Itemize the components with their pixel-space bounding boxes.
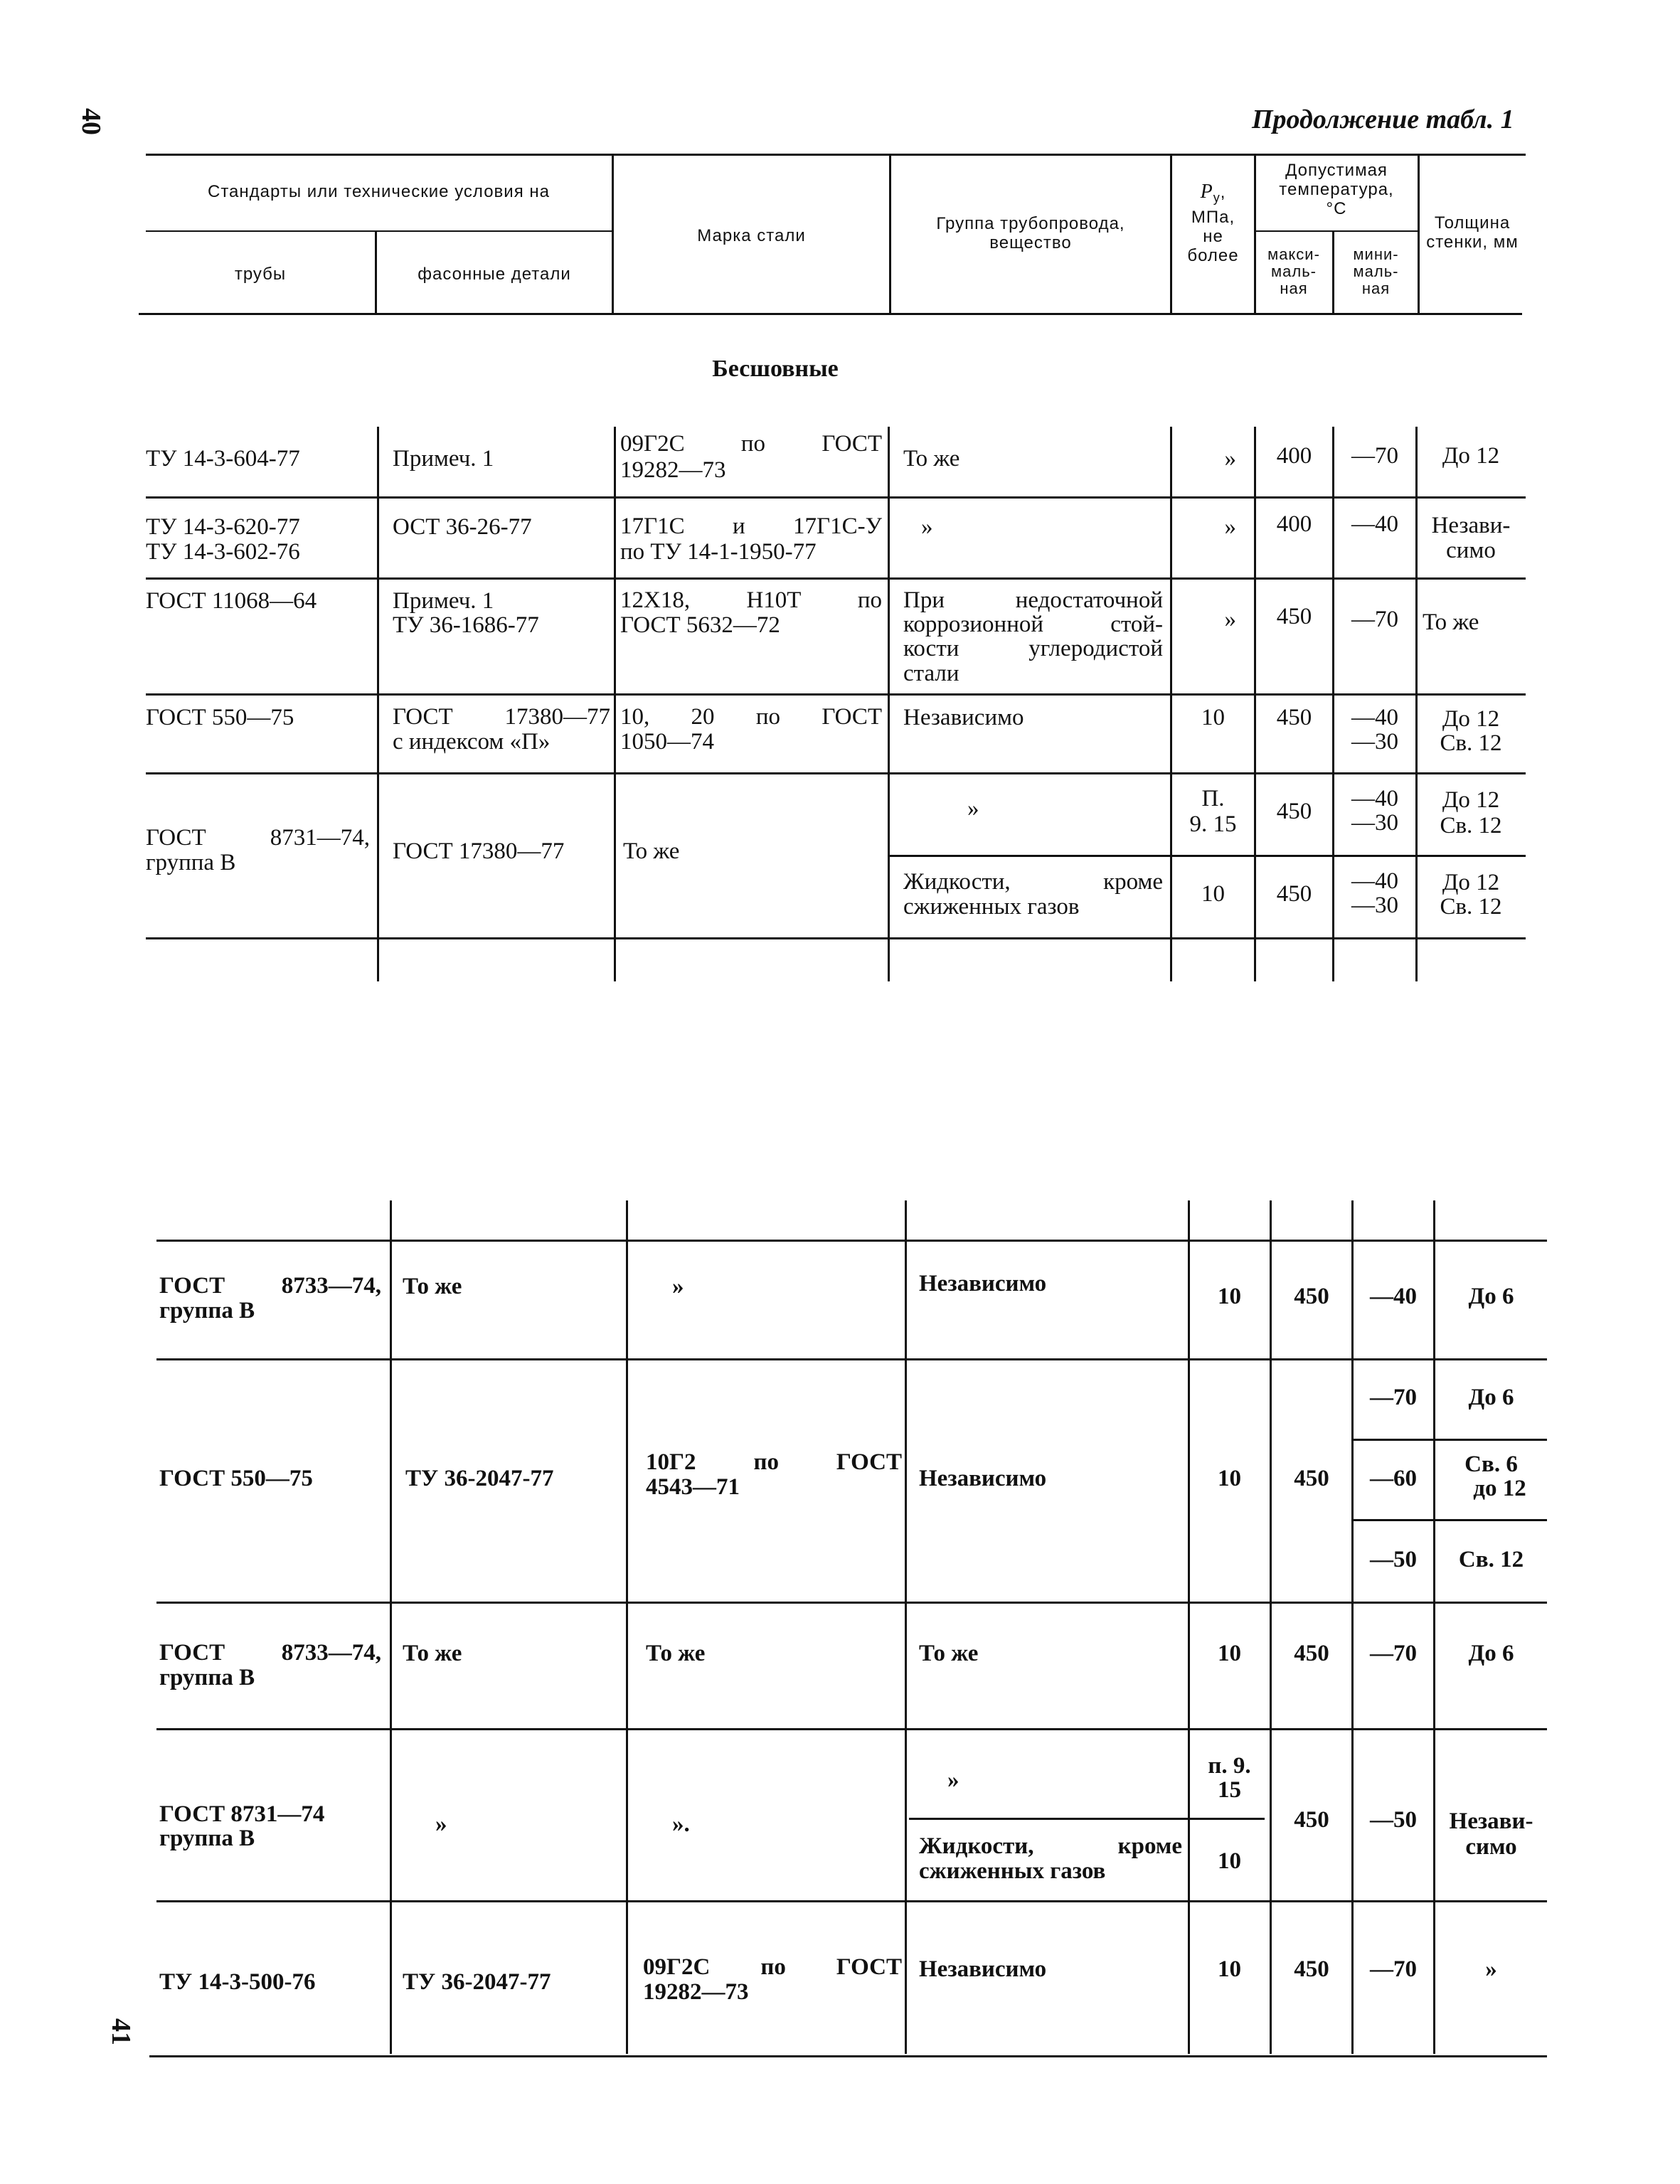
row-separator [1351,1519,1547,1521]
t2-r5-steel-line: 19282—73 [643,1979,749,2005]
t2-r1-group: Независимо [919,1271,1047,1296]
t1-r3-group-line: кости углеродистой [903,636,1163,661]
t1-r4-fittings-line: с индексом «П» [393,729,551,755]
t2-r4-wall-line: симо [1465,1834,1517,1860]
t1-r3-steel-line: 12Х18, Н10Т по [620,587,882,613]
t1-r5b-tmin-line: —30 [1351,893,1398,918]
header-fittings: фасонные детали [418,265,571,284]
row-separator [146,937,1526,939]
t1-r5b-wall-line: До 12 [1442,870,1500,895]
t1-r4-py: 10 [1201,705,1225,730]
t1-r2-group: » [921,514,933,540]
t2-r1-fittings: То же [403,1274,462,1299]
t2-r4-wall-line: Незави- [1449,1809,1533,1834]
t1-r5-pipes-line: ГОСТ 8731—74, [146,825,370,851]
t1-r5-steel: То же [623,838,680,864]
t1-r5a-tmin-line: —30 [1351,810,1398,836]
t1-r2-steel-line: по ТУ 14-1-1950-77 [620,539,817,565]
t2-r2-tmin-b: —60 [1370,1466,1417,1491]
t1-r5a-py-line: П. [1201,786,1225,811]
column-divider [1433,1200,1435,2054]
t2-r4-tmax: 450 [1294,1807,1329,1833]
t2-r2-steel-line: 10Г2 по ГОСТ [646,1449,902,1475]
t1-r3-group-line: При недостаточной [903,587,1163,613]
t1-r5a-py-line: 9. 15 [1189,811,1237,837]
header-temp-line: температура, [1279,180,1394,199]
t2-r2-fittings: ТУ 36-2047-77 [405,1466,554,1491]
header-temp-line: Допустимая [1285,161,1388,180]
row-separator [146,693,1526,696]
t1-r3-group-line: коррозионной стой- [903,612,1163,637]
t1-r4-fittings-line: ГОСТ 17380—77 [393,704,610,730]
t1-r2-tmin: —40 [1351,511,1398,537]
row-separator [156,1900,1547,1902]
t2-r2-pipes: ГОСТ 550—75 [159,1466,313,1491]
t1-r5a-group: » [967,796,979,821]
t1-r3-steel-line: ГОСТ 5632—72 [620,612,780,638]
t2-r1-pipes-line: ГОСТ 8733—74, [159,1273,381,1299]
column-divider [377,427,379,981]
header-tmin-line: маль- [1353,262,1399,280]
t2-r5-pipes: ТУ 14-3-500-76 [159,1969,316,1995]
t1-r1-py: » [1224,446,1236,472]
header-py-line: МПа, [1191,207,1235,227]
header-group [891,214,1170,252]
t2-r5-group: Независимо [919,1956,1047,1982]
t2-r3-tmin: —70 [1370,1641,1417,1666]
t2-r4-steel: ». [672,1811,690,1837]
header-py-symbol: $P_у$, [1200,181,1226,205]
header-group-line: вещество [989,233,1072,252]
header-py-line: не [1203,226,1223,246]
header-top-rule [146,154,1526,156]
t1-r2-wall-line: Незави- [1431,513,1511,538]
header-py-line: более [1187,245,1239,265]
header-standards: Стандарты или технические условия на [208,182,550,201]
t2-r5-tmin: —70 [1370,1956,1417,1982]
header-wall-line: стенки, мм [1426,233,1519,252]
t2-r1-py: 10 [1218,1284,1241,1309]
t2-r3-fittings: То же [403,1641,462,1666]
t1-r1-tmin: —70 [1351,443,1398,469]
t1-r4-wall-line: До 12 [1442,706,1500,732]
row-separator [909,1818,1265,1820]
page-number-bottom [108,2018,137,2061]
t2-r3-py: 10 [1218,1641,1241,1666]
t2-r2-wall-b-line: Св. 6 [1464,1451,1518,1477]
row-separator [156,1240,1547,1242]
t2-r4b-group-line: Жидкости, кроме [919,1833,1182,1859]
header-tmax-line: макси- [1267,245,1320,263]
header-tmax-line: ная [1280,279,1308,297]
header-wall-line: Толщина [1434,213,1511,233]
t1-r2-steel-line: 17Г1С и 17Г1С-У [620,513,882,539]
column-divider [1270,1200,1272,2054]
t1-r1-tmax: 400 [1276,443,1312,469]
header-tmin [1334,246,1418,297]
t1-r1-group: То же [903,446,960,472]
t1-r4-tmax: 450 [1276,705,1312,730]
t2-r2-tmin-a: —70 [1370,1385,1417,1410]
t2-r4a-py-line: 15 [1218,1777,1241,1803]
t1-r4-tmin-line: —30 [1351,729,1398,755]
t2-r5-tmax: 450 [1294,1956,1329,1982]
row-separator [146,772,1526,774]
header-standards-rule [146,230,612,232]
t1-r5b-group-line: Жидкости, кроме [903,869,1163,895]
t1-r5-pipes-line: группа В [146,850,236,875]
t1-r4-group: Независимо [903,705,1024,730]
t1-r3-tmax: 450 [1276,604,1312,629]
t1-r1-pipes: ТУ 14-3-604-77 [146,446,300,472]
header-temp-line: °С [1326,199,1347,218]
t1-r5b-tmin-line: —40 [1351,868,1398,894]
header-temp-rule [1255,230,1419,232]
t1-r2-pipes-line: ТУ 14-3-620-77 [146,514,300,540]
t1-r5a-tmax: 450 [1276,799,1312,824]
header-tmax-line: маль- [1271,262,1317,280]
t2-r2-wall-a: До 6 [1468,1385,1514,1410]
row-separator [156,1728,1547,1730]
t2-r4-tmin: —50 [1370,1807,1417,1833]
t2-r1-pipes-line: группа В [159,1298,255,1323]
header-steel: Марка стали [697,226,806,245]
t1-r1-wall: До 12 [1442,443,1500,469]
t2-r1-tmin: —40 [1370,1284,1417,1309]
column-divider [1188,1200,1190,2054]
t2-r2-steel-line: 4543—71 [646,1474,740,1500]
t1-r2-fittings: ОСТ 36-26-77 [393,514,532,540]
t1-r3-tmin: —70 [1351,607,1398,632]
t2-r3-group: То же [919,1641,979,1666]
header-wall [1420,213,1525,252]
header-tmax [1255,246,1332,297]
row-separator [156,1358,1547,1360]
t2-r1-tmax: 450 [1294,1284,1329,1309]
t2-r4b-group-line: сжиженных газов [919,1858,1106,1884]
t1-r5b-py: 10 [1201,881,1225,907]
t2-r3-tmax: 450 [1294,1641,1329,1666]
column-divider [390,1200,392,2054]
t1-r5-fittings: ГОСТ 17380—77 [393,838,565,864]
header-group-line: Группа трубопровода, [936,214,1125,233]
row-separator [146,496,1526,499]
t1-r5a-wall-line: Св. 12 [1440,813,1502,838]
t2-r5-py: 10 [1218,1956,1241,1982]
t2-r3-steel: То же [646,1641,706,1666]
t1-r4-tmin-line: —40 [1351,705,1398,730]
t1-r1-steel-line: 19282—73 [620,457,726,483]
t1-r5a-wall-line: До 12 [1442,787,1500,813]
t1-r5a-tmin-line: —40 [1351,786,1398,811]
table-bottom-rule [149,2055,1547,2057]
column-divider [888,427,890,981]
column-divider [626,1200,628,2054]
header-tmin-line: мини- [1353,245,1399,263]
header-bottom-rule [139,313,1522,315]
t2-r4-fittings: » [435,1811,447,1837]
t2-r2-py: 10 [1218,1466,1241,1491]
t1-r4-steel-line: 1050—74 [620,729,714,755]
column-divider [614,427,616,981]
t2-r2-wall-c: Св. 12 [1458,1547,1524,1572]
t1-r1-fittings: Примеч. 1 [393,446,494,472]
header-py [1172,182,1254,265]
t2-r4b-py: 10 [1218,1848,1241,1874]
row-separator [146,577,1526,580]
t2-r1-wall: До 6 [1468,1284,1514,1309]
header-tmin-line: ная [1361,279,1391,297]
t1-r4-wall-line: Св. 12 [1440,730,1502,756]
t1-r3-py: » [1224,607,1236,632]
column-divider [905,1200,907,2054]
t1-r2-tmax: 400 [1276,511,1312,537]
row-separator [1351,1439,1547,1441]
t1-r5b-tmax: 450 [1276,881,1312,907]
column-divider [1351,1200,1354,2054]
page-number-top-text: 40 [76,108,106,135]
t2-r2-group: Независимо [919,1466,1047,1491]
t1-r3-wall: То же [1423,609,1479,635]
t2-r1-steel: » [672,1274,684,1299]
t1-r2-wall-line: симо [1446,538,1496,563]
header-pipes: трубы [234,265,287,284]
t1-r3-fittings-line: ТУ 36-1686-77 [393,612,539,638]
t2-r5-fittings: ТУ 36-2047-77 [403,1969,551,1995]
t1-r4-pipes: ГОСТ 550—75 [146,705,294,730]
t2-r2-wall-b-line: до 12 [1473,1476,1526,1501]
t2-r3-pipes-line: ГОСТ 8733—74, [159,1640,381,1666]
t1-r3-fittings-line: Примеч. 1 [393,588,494,614]
page-number-top [78,108,107,151]
t1-r4-steel-line: 10, 20 по ГОСТ [620,704,882,730]
continuation-title: Продолжение табл. 1 [1252,105,1514,134]
t1-r1-steel-line: 09Г2С по ГОСТ [620,431,882,457]
t2-r3-wall: До 6 [1468,1641,1514,1666]
t2-r5-steel-line: 09Г2С по ГОСТ [643,1954,902,1980]
t2-r4a-py-line: п. 9. [1208,1753,1251,1779]
header-temperature [1255,161,1418,218]
t2-r4a-group: » [947,1767,959,1793]
t1-r2-py: » [1224,514,1236,540]
t1-r3-pipes: ГОСТ 11068—64 [146,588,317,614]
t2-r2-tmin-c: —50 [1370,1547,1417,1572]
t2-r4-pipes-line: ГОСТ 8731—74 [159,1801,325,1827]
t1-r5b-wall-line: Св. 12 [1440,894,1502,920]
t2-r2-tmax: 450 [1294,1466,1329,1491]
t1-r3-group-line: стали [903,661,959,686]
t2-r4-pipes-line: группа В [159,1826,255,1851]
t1-r2-pipes-line: ТУ 14-3-602-76 [146,539,300,565]
row-separator [156,1602,1547,1604]
section-title: Бесшовные [712,356,839,382]
t1-r5b-group-line: сжиженных газов [903,894,1080,920]
row-separator [889,855,1526,857]
page-number-bottom-text: 41 [106,2018,136,2045]
t2-r5-wall: » [1485,1956,1497,1982]
t2-r3-pipes-line: группа В [159,1665,255,1690]
